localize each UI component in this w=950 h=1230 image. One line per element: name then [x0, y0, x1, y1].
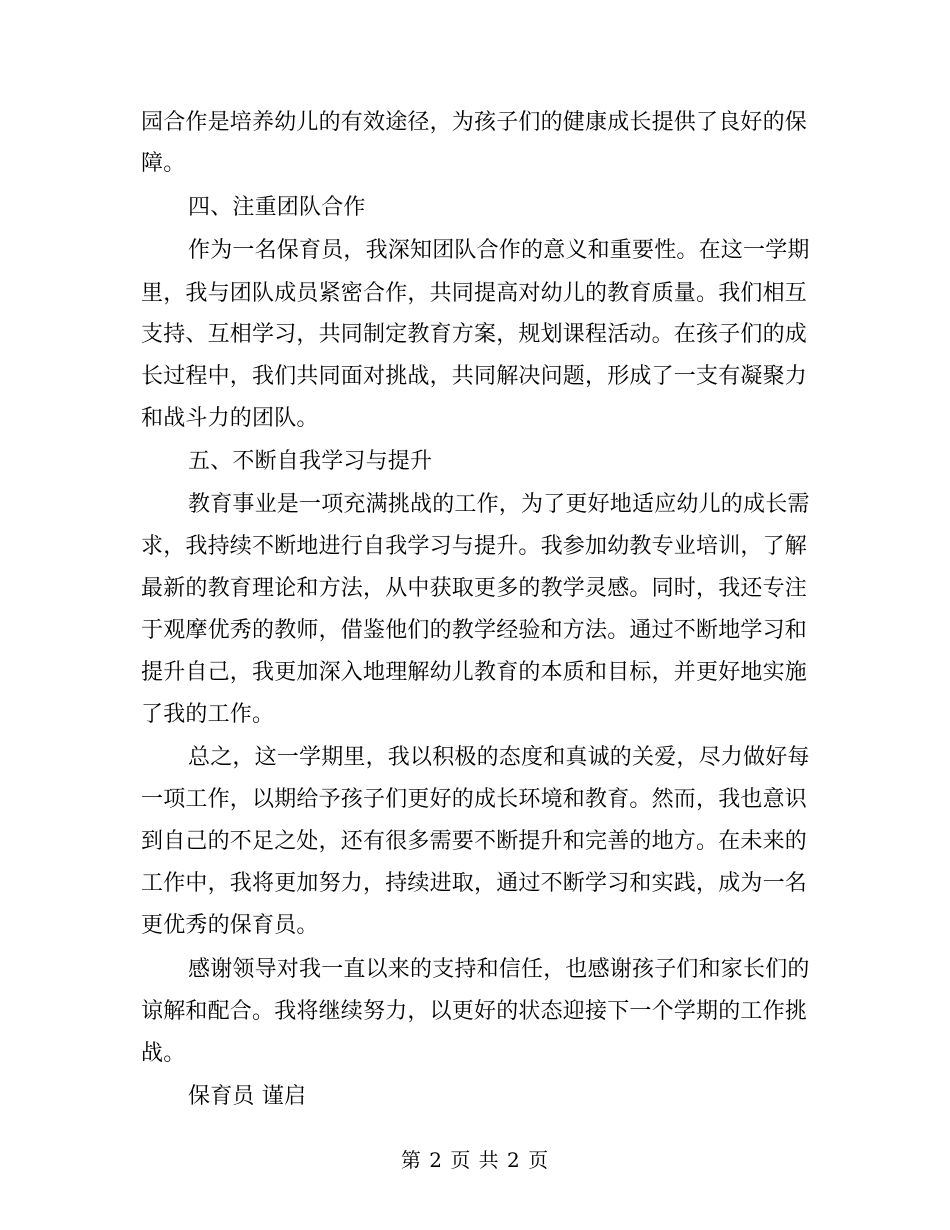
paragraph-line: 教育事业是一项充满挑战的工作，为了更好地适应幼儿的成长需 [188, 492, 810, 517]
paragraph-line: 总之，这一学期里，我以积极的态度和真诚的关爱，尽力做好每 [188, 745, 810, 770]
paragraph-line: 到自己的不足之处，还有很多需要不断提升和完善的地方。在未来的 [141, 829, 808, 854]
paragraph-line: 一项工作，以期给予孩子们更好的成长环境和教育。然而，我也意识 [141, 787, 808, 812]
section-heading: 四、注重团队合作 [188, 195, 366, 220]
paragraph-line: 园合作是培养幼儿的有效途径，为孩子们的健康成长提供了良好的保 [141, 110, 808, 135]
page-number-footer: 第 2 页 共 2 页 [400, 1148, 550, 1172]
paragraph-line: 感谢领导对我一直以来的支持和信任，也感谢孩子们和家长们的 [188, 957, 810, 982]
paragraph-line: 了我的工作。 [141, 702, 275, 727]
paragraph-line: 更优秀的保育员。 [141, 913, 319, 938]
paragraph-line: 和战斗力的团队。 [141, 406, 319, 431]
paragraph-line: 提升自己，我更加深入地理解幼儿教育的本质和目标，并更好地实施 [141, 660, 808, 685]
section-heading: 五、不断自我学习与提升 [188, 449, 433, 474]
paragraph-line: 最新的教育理论和方法，从中获取更多的教学灵感。同时，我还专注 [141, 576, 808, 601]
paragraph-line: 谅解和配合。我将继续努力，以更好的状态迎接下一个学期的工作挑 [141, 999, 808, 1024]
paragraph-line: 战。 [141, 1041, 186, 1066]
paragraph-line: 作为一名保育员，我深知团队合作的意义和重要性。在这一学期 [188, 238, 810, 263]
paragraph-line: 长过程中，我们共同面对挑战，共同解决问题，形成了一支有凝聚力 [141, 364, 808, 389]
paragraph-line: 工作中，我将更加努力，持续进取，通过不断学习和实践，成为一名 [141, 871, 808, 896]
paragraph-line: 于观摩优秀的教师，借鉴他们的教学经验和方法。通过不断地学习和 [141, 618, 808, 643]
paragraph-line: 障。 [141, 151, 186, 176]
paragraph-line: 求，我持续不断地进行自我学习与提升。我参加幼教专业培训，了解 [141, 534, 808, 559]
paragraph-line: 里，我与团队成员紧密合作，共同提高对幼儿的教育质量。我们相互 [141, 281, 808, 306]
signature-line: 保育员 谨启 [188, 1084, 307, 1109]
paragraph-line: 支持、互相学习，共同制定教育方案，规划课程活动。在孩子们的成 [141, 322, 808, 347]
